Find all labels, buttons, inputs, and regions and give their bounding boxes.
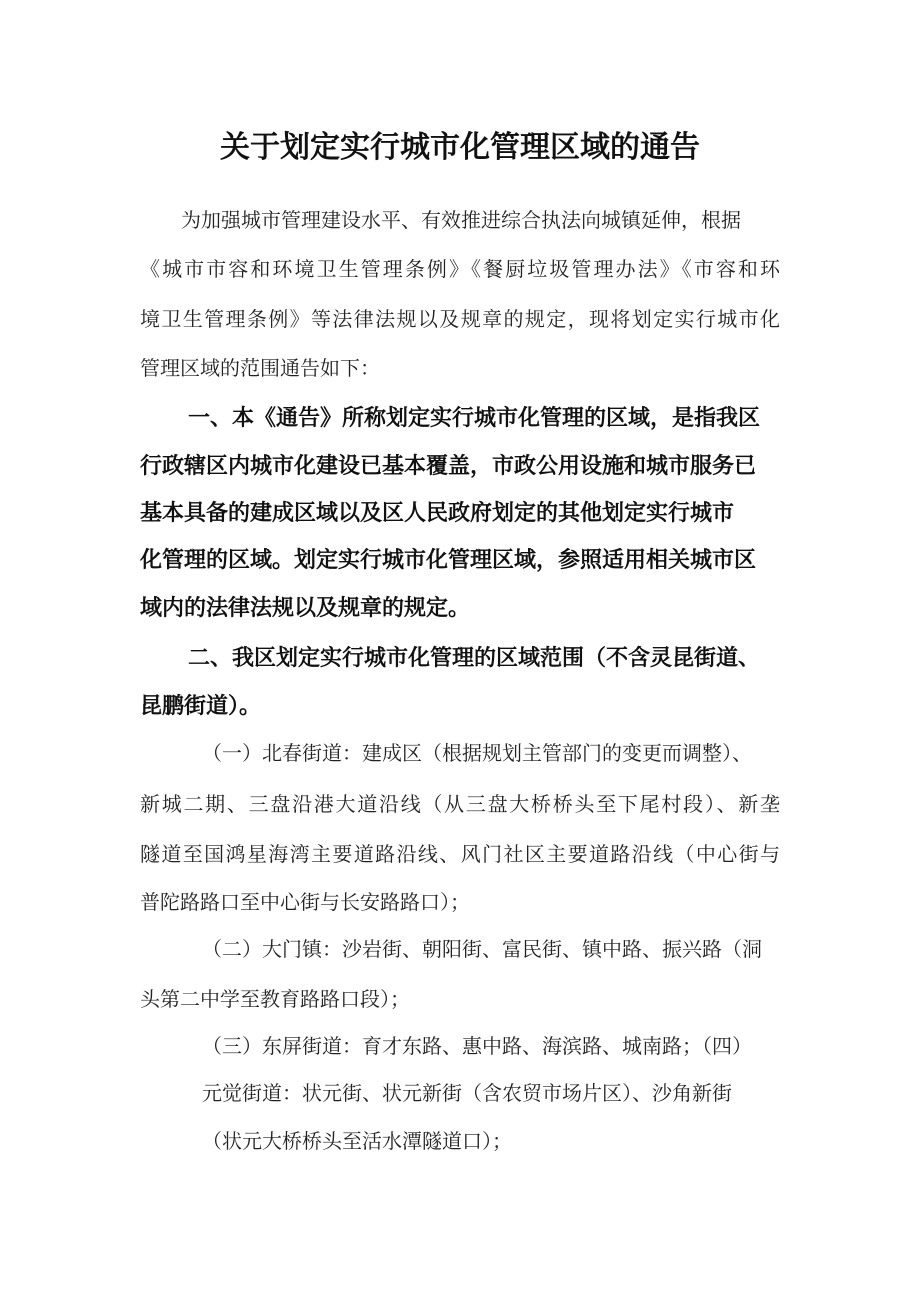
item-1-line-4: 普陀路路口至中心街与长安路路口）；: [140, 890, 470, 914]
item-2-line-1: （二）大门镇：沙岩街、朝阳街、富民街、镇中路、振兴路（洞: [202, 937, 762, 961]
item-1-line-2: 新城二期、三盘沿港大道沿线（从三盘大桥桥头至下尾村段）、新垄: [140, 792, 780, 816]
article-1-line-2: 行政辖区内城市化建设已基本覆盖，市政公用设施和城市服务已: [140, 454, 757, 479]
item-3-line-2: 元觉街道：状元街、状元新街（含农贸市场片区）、沙角新街: [202, 1081, 732, 1105]
intro-line-1: 为加强城市管理建设水平、有效推进综合执法向城镇延伸，根据: [181, 208, 741, 232]
item-3-line-3: （状元大桥桥头至活水潭隧道口）；: [202, 1129, 512, 1153]
document-title: 关于划定实行城市化管理区域的通告: [220, 130, 700, 165]
item-1-line-3: 隧道至国鸿星海湾主要道路沿线、风门社区主要道路沿线（中心街与: [140, 842, 780, 866]
article-1-line-4: 化管理的区域。划定实行城市化管理区域，参照适用相关城市区: [140, 548, 757, 573]
intro-line-3: 境卫生管理条例》等法律法规以及规章的规定，现将划定实行城市化: [140, 307, 780, 331]
article-2-line-2: 昆鹏街道）。: [140, 694, 262, 719]
article-1-line-1: 一、本《通告》所称划定实行城市化管理的区域，是指我区: [188, 406, 761, 431]
item-3-line-1: （三）东屏街道：育才东路、惠中路、海滨路、城南路；（四）: [202, 1034, 752, 1058]
article-1-line-5: 域内的法律法规以及规章的规定。: [140, 596, 471, 621]
item-1-line-1: （一）北春街道：建成区（根据规划主管部门的变更而调整）、: [202, 741, 752, 765]
item-2-line-2: 头第二中学至教育路路口段）；: [140, 987, 410, 1011]
intro-line-2: 《城市市容和环境卫生管理条例》《餐厨垃圾管理办法》《市容和环: [140, 257, 780, 281]
intro-line-4: 管理区域的范围通告如下：: [140, 356, 380, 380]
article-1-line-3: 基本具备的建成区域以及区人民政府划定的其他划定实行城市: [140, 501, 735, 526]
article-2-line-1: 二、我区划定实行城市化管理的区域范围（不含灵昆街道、: [188, 646, 761, 671]
